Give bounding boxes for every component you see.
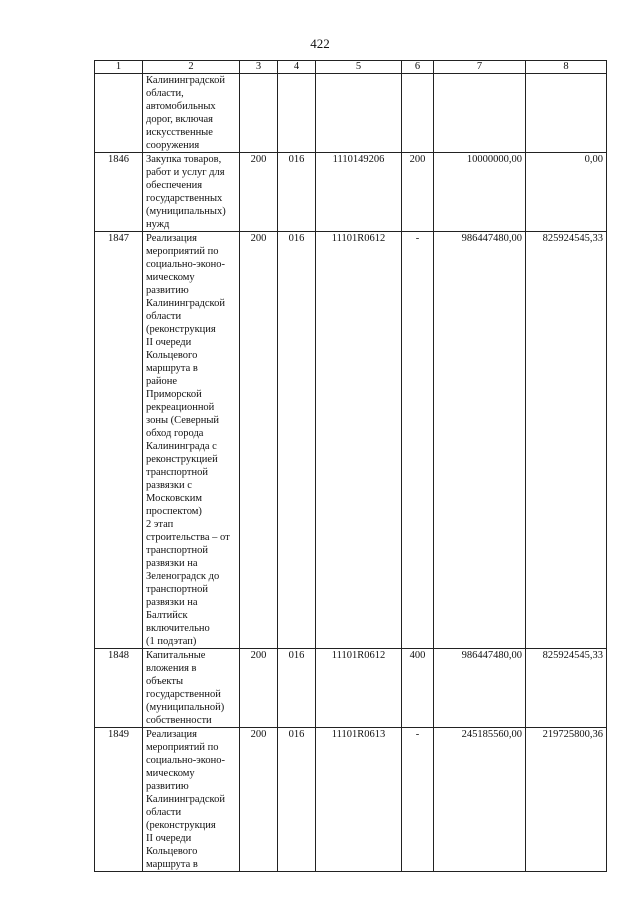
table-row <box>95 74 607 153</box>
column-header-5: 5 <box>316 61 402 74</box>
row-col5: 11101R0613 <box>316 728 402 872</box>
table-row <box>95 232 607 649</box>
row-number <box>95 74 143 153</box>
row-col5: 11101R0612 <box>316 232 402 649</box>
row-col7: 10000000,00 <box>434 153 526 232</box>
row-name: Реализация мероприятий по социально-эконо- мическому развитию Калининградской области (реконструкция II очереди Кольцевого маршрута в районе Приморской рекреационной зоны (Северный обход города Калининграда с реконструкцией транспортной развязки с Московским проспектом) 2 этап строительства – от транспортной развязки на Зеленоградск до транспортной развязки на Балтийск включительно (1 подэтап) <box>143 232 240 649</box>
row-col6: - <box>402 728 434 872</box>
budget-table <box>94 60 607 872</box>
row-col4: 016 <box>278 232 316 649</box>
row-col7: 986447480,00 <box>434 232 526 649</box>
table-row <box>95 728 607 872</box>
row-col7 <box>434 74 526 153</box>
table-row <box>95 153 607 232</box>
column-header-8: 8 <box>526 61 607 74</box>
row-name: Калининградской области, автомобильных дорог, включая искусственные сооружения <box>143 74 240 153</box>
row-col4: 016 <box>278 649 316 728</box>
row-col3: 200 <box>240 232 278 649</box>
row-col5 <box>316 74 402 153</box>
row-col6: 200 <box>402 153 434 232</box>
row-col3: 200 <box>240 649 278 728</box>
row-col6 <box>402 74 434 153</box>
column-header-3: 3 <box>240 61 278 74</box>
row-number: 1847 <box>95 232 143 649</box>
header-row <box>95 61 607 74</box>
column-header-4: 4 <box>278 61 316 74</box>
row-col4: 016 <box>278 153 316 232</box>
row-col3: 200 <box>240 728 278 872</box>
row-name: Реализация мероприятий по социально-эконо- мическому развитию Калининградской области (реконструкция II очереди Кольцевого маршрута в <box>143 728 240 872</box>
row-number: 1846 <box>95 153 143 232</box>
row-col8: 0,00 <box>526 153 607 232</box>
row-col3 <box>240 74 278 153</box>
table-row <box>95 649 607 728</box>
row-col8: 825924545,33 <box>526 232 607 649</box>
row-number: 1848 <box>95 649 143 728</box>
row-col5: 11101R0612 <box>316 649 402 728</box>
row-name: Капитальные вложения в объекты государственной (муниципальной) собственности <box>143 649 240 728</box>
column-header-1: 1 <box>95 61 143 74</box>
row-col5: 1110149206 <box>316 153 402 232</box>
row-col8: 825924545,33 <box>526 649 607 728</box>
column-header-2: 2 <box>143 61 240 74</box>
row-col4 <box>278 74 316 153</box>
row-col6: - <box>402 232 434 649</box>
column-header-7: 7 <box>434 61 526 74</box>
column-header-6: 6 <box>402 61 434 74</box>
row-number: 1849 <box>95 728 143 872</box>
row-col8 <box>526 74 607 153</box>
row-name: Закупка товаров, работ и услуг для обеспечения государственных (муниципальных) нужд <box>143 153 240 232</box>
row-col4: 016 <box>278 728 316 872</box>
page-number: 422 <box>310 36 330 51</box>
row-col3: 200 <box>240 153 278 232</box>
row-col8: 219725800,36 <box>526 728 607 872</box>
row-col6: 400 <box>402 649 434 728</box>
row-col7: 986447480,00 <box>434 649 526 728</box>
row-col7: 245185560,00 <box>434 728 526 872</box>
